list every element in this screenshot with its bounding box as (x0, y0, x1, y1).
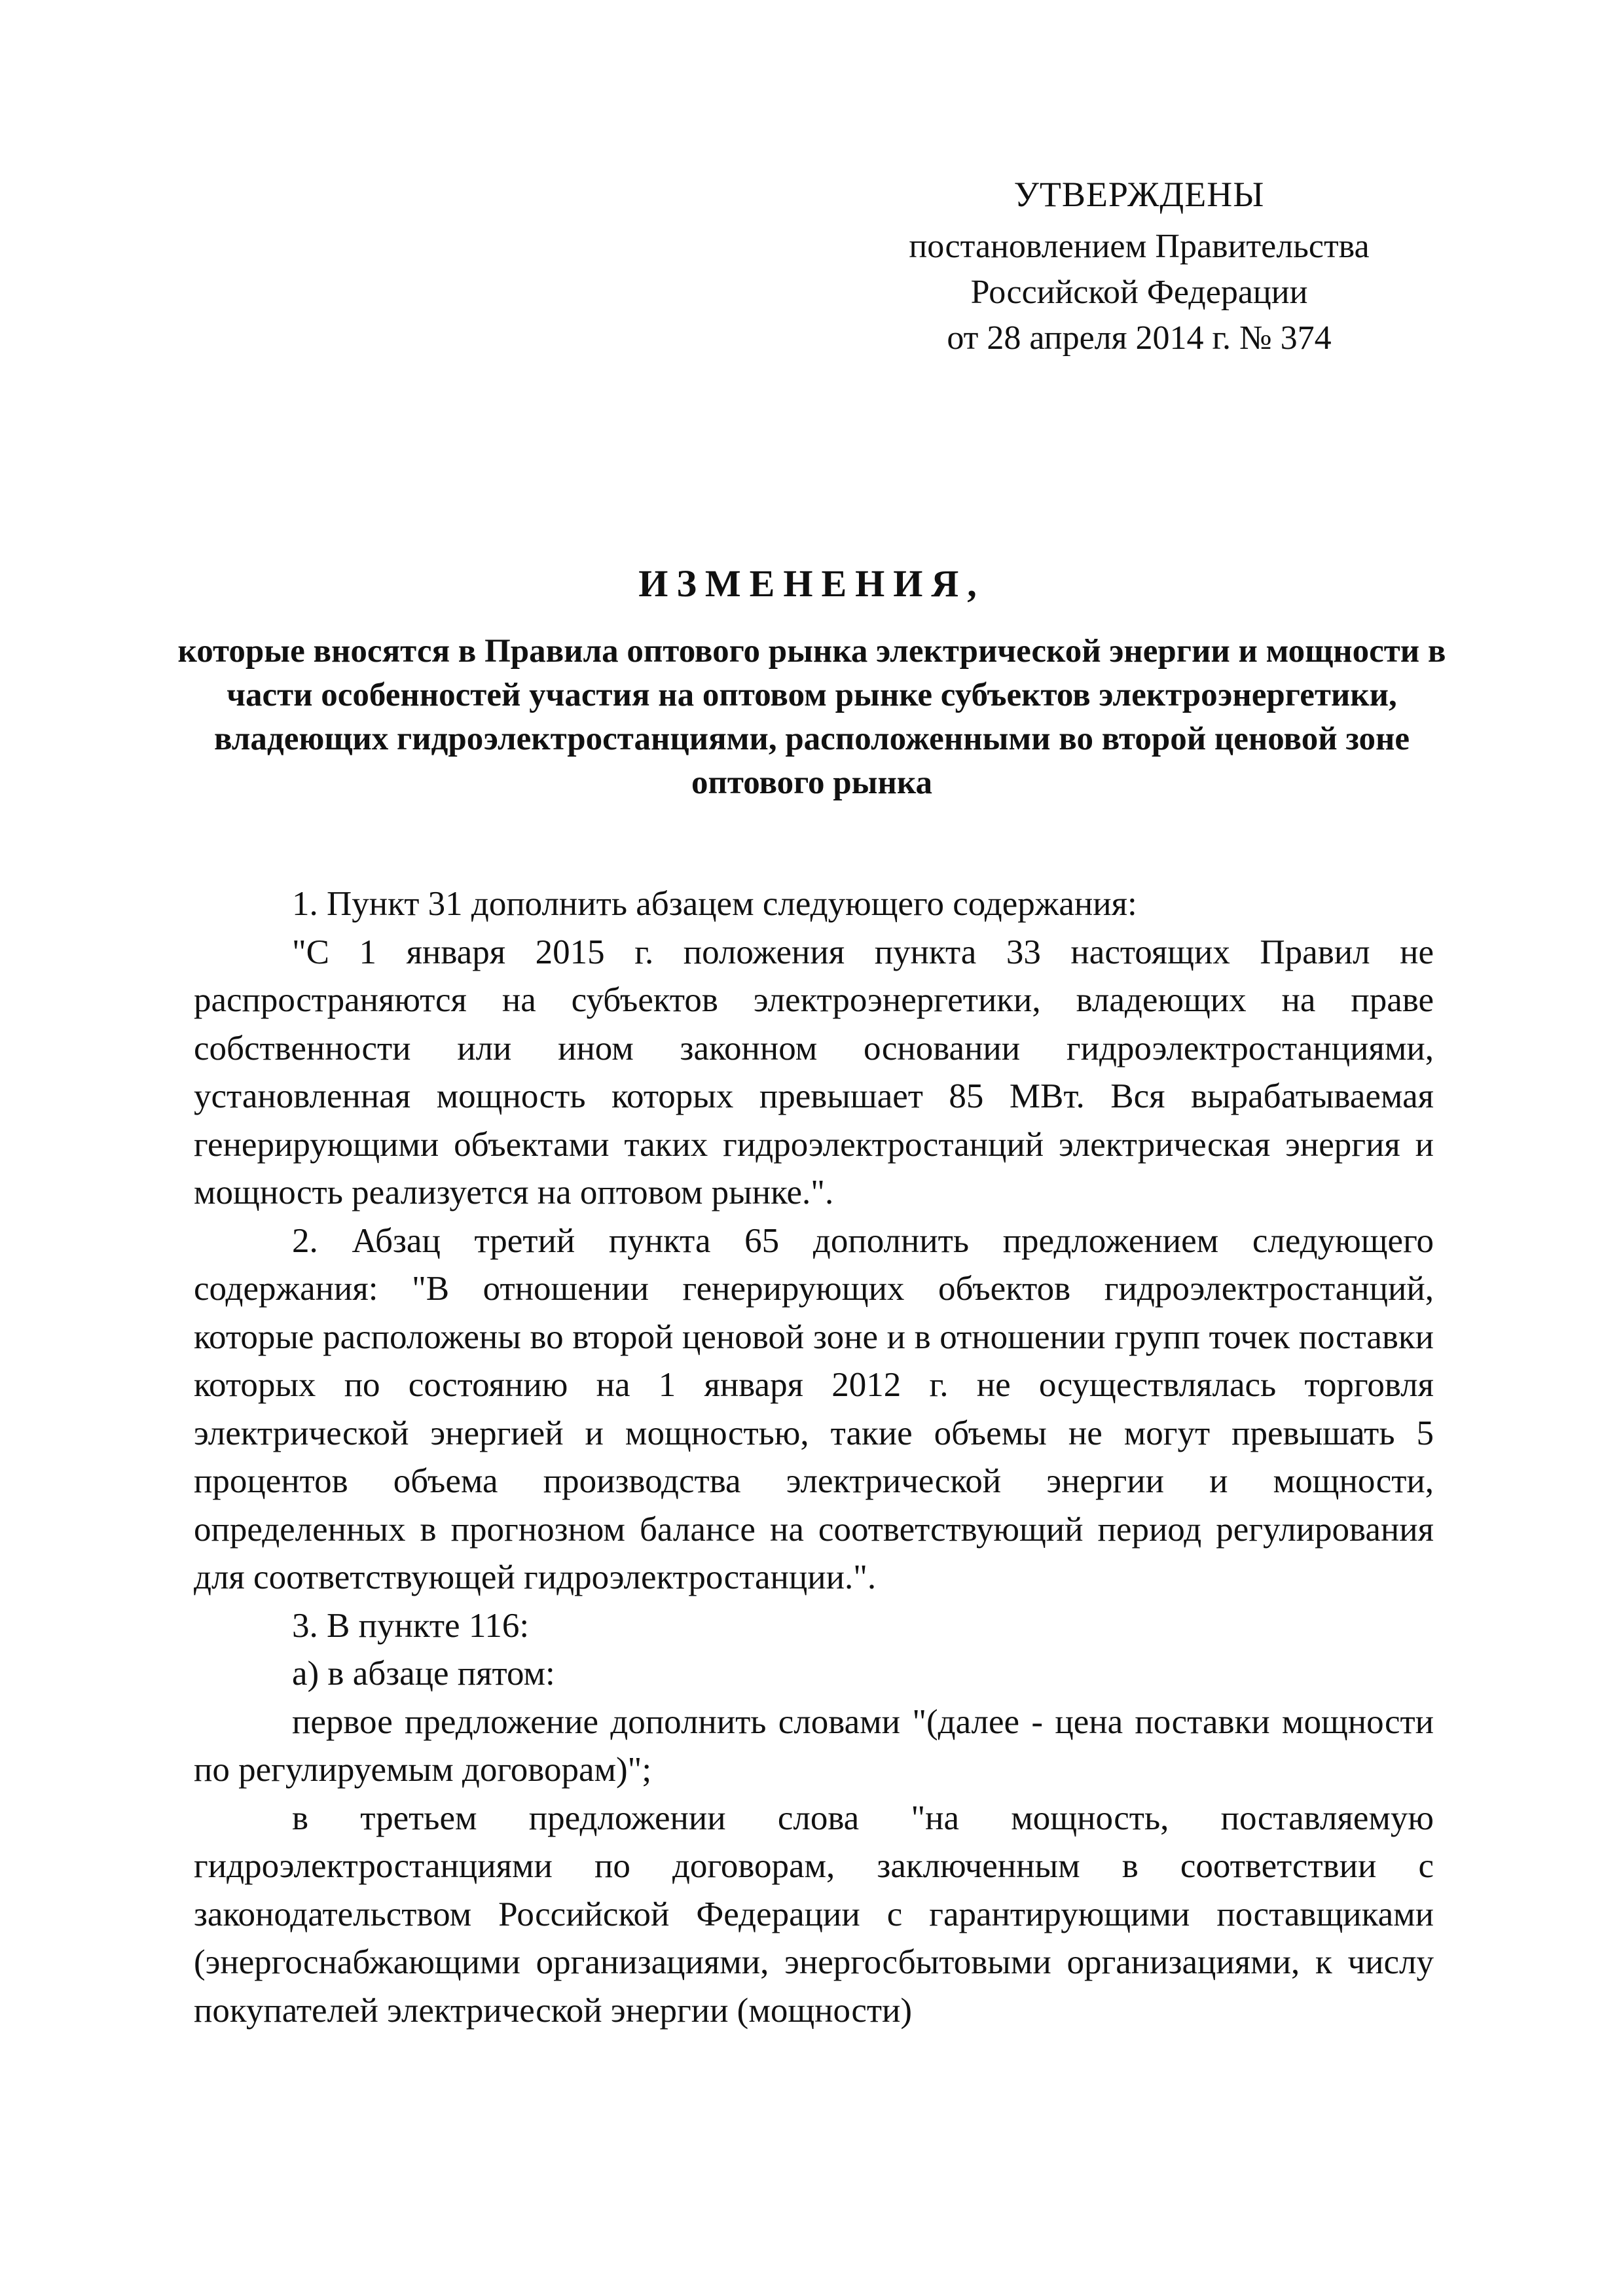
paragraph-third-sentence: в третьем предложении слова "на мощность, поставляемую гидроэлектростанциями по договорам, заключенным в соответствии с законодательством Российской Федерации с гарантирующими поставщиками (энергоснабжающими организациями, энергосбытовыми организациями, к числу покупателей электрической энергии (мощности) (194, 1799, 1434, 2030)
document-title: ИЗМЕНЕНИЯ, (638, 562, 985, 605)
paragraph-item-3: 3. В пункте 116: (292, 1606, 530, 1645)
document-body (194, 880, 1434, 2035)
paragraph-quote-1: "С 1 января 2015 г. положения пункта 33 настоящих Правил не распространяются на субъектов электроэнергетики, владеющих на праве собственности или ином законном основании гидроэлектростанциями, установленная мощность которых превышает 85 МВт. Вся вырабатываемая генерирующими объектами таких гидроэлектростанций электрическая энергия и мощность реализуется на оптовом рынке.". (194, 933, 1434, 1211)
document-subtitle: которые вносятся в Правила оптового рынка электрической энергии и мощности в части особенностей участия на оптовом рынке субъектов электроэнергетики, владеющих гидроэлектростанциями, расположенными во второй ценовой зоне оптового рынка (177, 633, 1446, 801)
paragraph-subitem-a: а) в абзаце пятом: (292, 1655, 555, 1693)
approval-line: постановлением Правительства (909, 228, 1370, 265)
approval-date: от 28 апреля 2014 г. № 374 (947, 319, 1332, 357)
paragraph-item-2: 2. Абзац третий пункта 65 дополнить предложением следующего содержания: "В отношении генерирующих объектов гидроэлектростанций, которые расположены во второй ценовой зоне и в отношении групп точек поставки которых по состоянию на 1 января 2012 г. не осуществлялась торговля электрической энергией и мощностью, такие объемы не могут превышать 5 процентов объема производства электрической энергии и мощности, определенных в прогнозном балансе на соответствующий период регулирования для соответствующей гидроэлектростанции.". (194, 1221, 1434, 1596)
paragraph-first-sentence: первое предложение дополнить словами "(далее - цена поставки мощности по регулируемым договорам)"; (194, 1702, 1434, 1789)
approval-heading: УТВЕРЖДЕНЫ (1013, 175, 1265, 214)
document-title-block (157, 558, 1467, 805)
approval-stamp (845, 171, 1434, 361)
approval-line: Российской Федерации (970, 274, 1308, 311)
paragraph-item-1: 1. Пункт 31 дополнить абзацем следующего содержания: (292, 885, 1137, 923)
